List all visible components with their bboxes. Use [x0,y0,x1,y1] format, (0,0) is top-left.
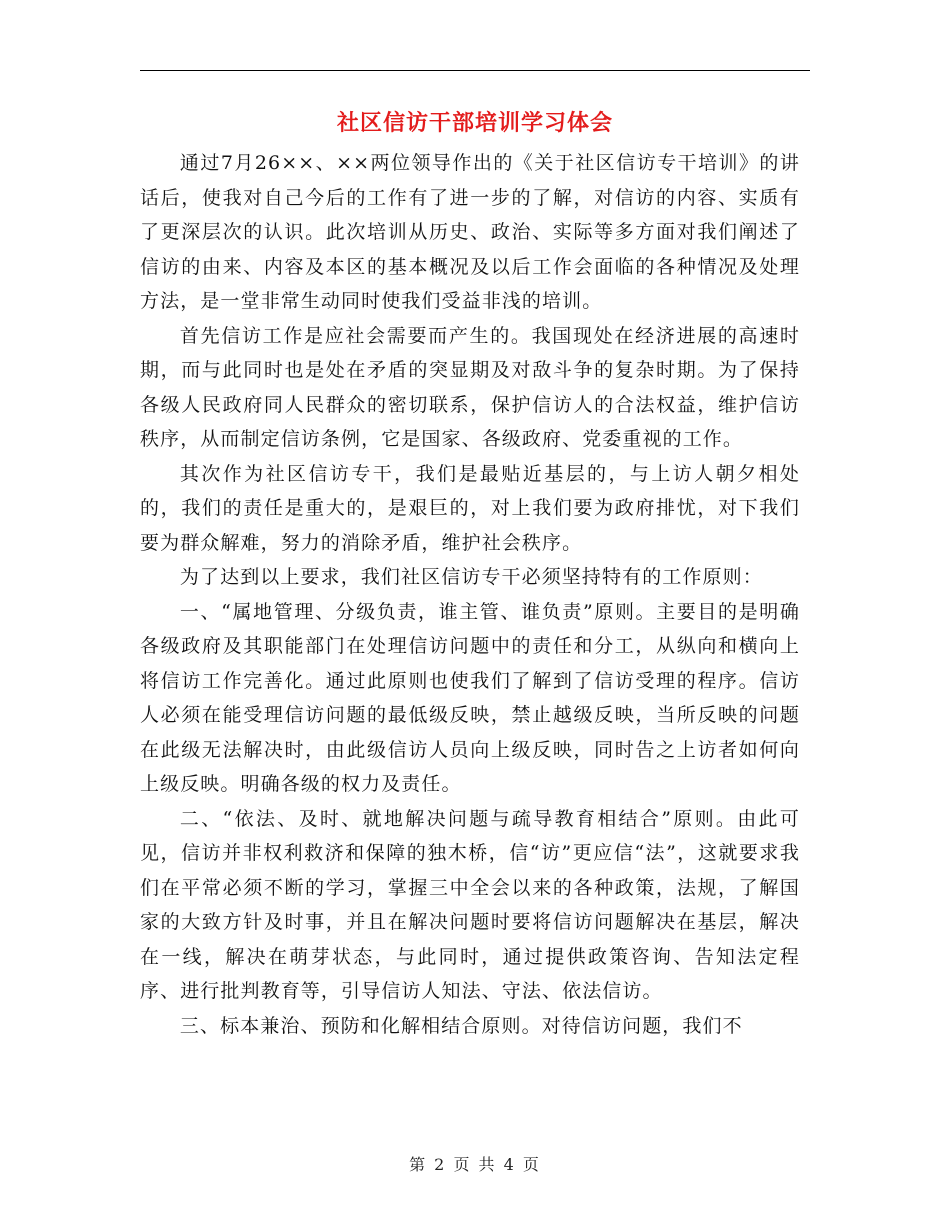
paragraph: 二、“依法、及时、就地解决问题与疏导教育相结合”原则。由此可见，信访并非权利救济和保障的独木桥，信“访”更应信“法”，这就要求我们在平常必须不断的学习，掌握三中全会以来的各种政策，法规，了解国家的大致方针及时事，并且在解决问题时要将信访问题解决在基层，解决在一线，解决在萌芽状态，与此同时，通过提供政策咨询、告知法定程序、进行批判教育等，引导信访人知法、守法、依法信访。 [140,807,800,1002]
page-number: 第 2 页 共 4 页 [409,1155,541,1174]
paragraph: 首先信访工作是应社会需要而产生的。我国现处在经济进展的高速时期，而与此同时也是处在矛盾的突显期及对敌斗争的复杂时期。为了保持各级人民政府同人民群众的密切联系，保护信访人的合法权益，维护信访秩序，从而制定信访条例，它是国家、各级政府、党委重视的工作。 [140,324,800,450]
paragraph: 为了达到以上要求，我们社区信访专干必须坚持特有的工作原则： [179,566,763,588]
header-rule [140,70,810,71]
paragraph: 通过7月26××、××两位领导作出的《关于社区信访专干培训》的讲话后，使我对自己今后的工作有了进一步的了解，对信访的内容、实质有了更深层次的认识。此次培训从历史、政治、实际等多方面对我们阐述了信访的由来、内容及本区的基本概况及以后工作会面临的各种情况及处理方法，是一堂非常生动同时使我们受益非浅的培训。 [140,152,800,312]
paragraph: 三、标本兼治、预防和化解相结合原则。对待信访问题，我们不 [179,1014,743,1037]
paragraph: 其次作为社区信访专干，我们是最贴近基层的，与上访人朝夕相处的，我们的责任是重大的，是艰巨的，对上我们要为政府排忧，对下我们要为群众解难，努力的消除矛盾，维护社会秩序。 [140,462,800,554]
paragraph: 一、“属地管理、分级负责，谁主管、谁负责”原则。主要目的是明确各级政府及其职能部门在处理信访问题中的责任和分工，从纵向和横向上将信访工作完善化。通过此原则也使我们了解到了信访受理的程序。信访人必须在能受理信访问题的最低级反映，禁止越级反映，当所反映的问题在此级无法解决时，由此级信访人员向上级反映，同时告之上访者如何向上级反映。明确各级的权力及责任。 [140,600,800,795]
document-body [140,146,800,1043]
document-title: 社区信访干部培训学习体会 [336,111,613,136]
